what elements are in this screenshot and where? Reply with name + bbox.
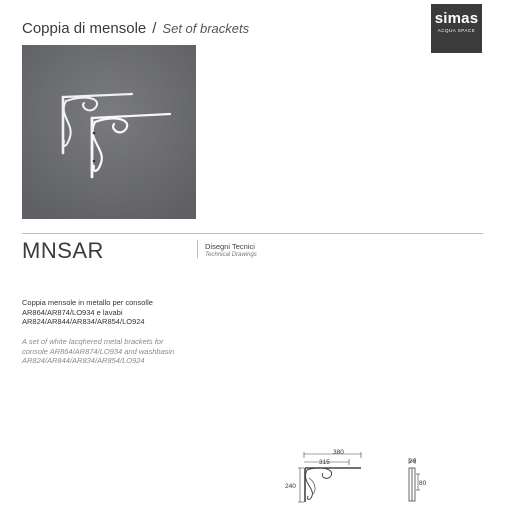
description-italian — [22, 298, 222, 327]
brackets-illustration — [22, 45, 196, 219]
logo-tagline: ACQUA SPACE — [437, 28, 476, 33]
logo-brand: simas — [434, 10, 479, 27]
brand-logo — [431, 4, 482, 53]
product-code: MNSAR — [22, 238, 104, 263]
description-line: AR824/AR844/AR834/AR854/LO924 — [22, 356, 145, 365]
title-english: Set of brackets — [162, 21, 250, 36]
product-photo — [22, 45, 196, 219]
title-separator: / — [152, 20, 157, 37]
technical-drawings-label-en: Technical Drawings — [205, 252, 257, 258]
dim-overall-length: 380 — [333, 449, 344, 456]
description-english — [22, 337, 222, 366]
description-line: AR824/AR844/AR834/AR854/LO924 — [22, 317, 145, 326]
section-divider — [22, 233, 483, 234]
description-line: console AR864/AR874/LO934 and washbasin — [22, 346, 175, 356]
page-title — [22, 20, 249, 37]
dim-arm-length: 315 — [319, 459, 330, 466]
vertical-divider — [197, 240, 198, 258]
description-line: AR864/AR874/LO934 e lavabi — [22, 307, 123, 317]
dim-plate-height: 80 — [419, 480, 427, 487]
technical-drawing — [285, 448, 435, 503]
description-line: Coppia mensole in metallo per consolle — [22, 298, 153, 307]
title-italian: Coppia di mensole — [22, 20, 147, 37]
dim-height: 240 — [285, 483, 296, 490]
description-line: A set of white lacqhered metal brackets for — [22, 337, 164, 346]
technical-drawings-label: Disegni Tecnici — [205, 242, 255, 251]
dim-thickness: 20 — [409, 458, 417, 465]
